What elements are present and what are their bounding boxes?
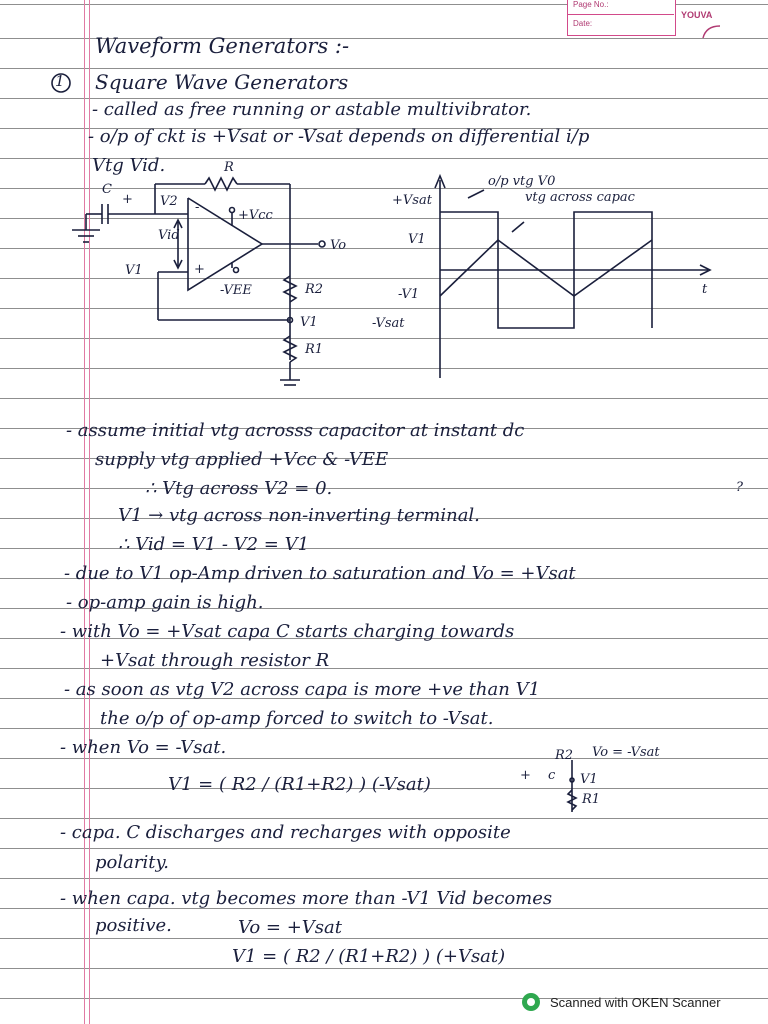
graph-cap-caption: vtg across capac bbox=[525, 190, 635, 205]
body-line-9: +Vsat through resistor R bbox=[100, 650, 330, 671]
label-v1-left: V1 bbox=[125, 263, 143, 278]
intro-line-2: - o/p of ckt is +Vsat or -Vsat depends on differential i/p bbox=[88, 126, 590, 147]
section-heading: Square Wave Generators bbox=[95, 70, 349, 94]
body-line-15: - when capa. vtg becomes more than -V1 Vid becomes bbox=[60, 888, 553, 909]
label-inv-minus: - bbox=[195, 200, 200, 215]
page-no-label: Page No.: bbox=[573, 0, 609, 9]
graph-neg-vsat: -Vsat bbox=[372, 316, 405, 331]
graph-t: t bbox=[702, 282, 708, 297]
body-line-8: - with Vo = +Vsat capa C starts charging towards bbox=[60, 621, 515, 642]
label-noninv-plus: + bbox=[194, 262, 205, 277]
body-equation-1: V1 = ( R2 / (R1+R2) ) (-Vsat) bbox=[168, 774, 431, 795]
body-line-5: ∴ Vid = V1 - V2 = V1 bbox=[118, 534, 310, 555]
body-line-2: supply vtg applied +Vcc & -VEE bbox=[95, 449, 389, 470]
label-vo: Vo bbox=[330, 238, 347, 253]
body-line-1: - assume initial vtg acrosss capacitor at instant dc bbox=[66, 420, 525, 441]
body-line-4: V1 → vtg across non-inverting terminal. bbox=[118, 505, 480, 526]
body-line-7: - op-amp gain is high. bbox=[66, 592, 264, 613]
label-r2: R2 bbox=[305, 282, 324, 297]
label-vid: Vid bbox=[158, 228, 180, 243]
body-line-11: the o/p of op-amp forced to switch to -Vsat. bbox=[100, 708, 494, 729]
label-r1: R1 bbox=[305, 342, 324, 357]
intro-line-1: - called as free running or astable multivibrator. bbox=[92, 99, 532, 120]
body-line-3: ∴ Vtg across V2 = 0. bbox=[145, 478, 333, 499]
label-cap-plus: + bbox=[122, 192, 133, 207]
scanner-logo-icon bbox=[520, 991, 542, 1013]
side-v1: V1 bbox=[580, 772, 598, 787]
graph-v1: V1 bbox=[408, 232, 426, 247]
side-r1: R1 bbox=[582, 792, 601, 807]
side-vo: Vo = -Vsat bbox=[592, 745, 660, 760]
date-label: Date: bbox=[573, 19, 593, 28]
body-line-16: positive. bbox=[95, 915, 172, 936]
brand-logo: YOUVA bbox=[681, 10, 713, 20]
body-line-14: polarity. bbox=[95, 852, 169, 873]
body-equation-2: V1 = ( R2 / (R1+R2) ) (+Vsat) bbox=[232, 946, 506, 967]
label-v1-node: V1 bbox=[300, 315, 318, 330]
intro-line-3: Vtg Vid. bbox=[92, 155, 166, 176]
graph-op-caption: o/p vtg V0 bbox=[488, 174, 556, 189]
scanner-footer bbox=[520, 991, 721, 1013]
side-c: c bbox=[548, 768, 556, 783]
margin-mark: ? bbox=[736, 480, 743, 495]
graph-neg-v1: -V1 bbox=[398, 287, 420, 302]
label-vcc: +Vcc bbox=[238, 208, 273, 223]
scanner-watermark: Scanned with OKEN Scanner bbox=[550, 994, 721, 1010]
label-vee: -VEE bbox=[220, 283, 252, 298]
page-title: Waveform Generators :- bbox=[95, 34, 350, 58]
graph-vsat: +Vsat bbox=[392, 193, 432, 208]
side-plus: + bbox=[520, 768, 531, 783]
body-line-17: Vo = +Vsat bbox=[238, 917, 342, 938]
body-line-12: - when Vo = -Vsat. bbox=[60, 737, 227, 758]
body-line-10: - as soon as vtg V2 across capa is more +ve than V1 bbox=[64, 679, 541, 700]
label-C: C bbox=[102, 182, 112, 197]
body-line-6: - due to V1 op-Amp driven to saturation and Vo = +Vsat bbox=[64, 563, 576, 584]
body-line-13: - capa. C discharges and recharges with opposite bbox=[60, 822, 511, 843]
label-v2: V2 bbox=[160, 194, 178, 209]
side-r2: R2 bbox=[555, 748, 574, 763]
section-number: 1 bbox=[55, 72, 65, 90]
label-R: R bbox=[224, 160, 234, 175]
